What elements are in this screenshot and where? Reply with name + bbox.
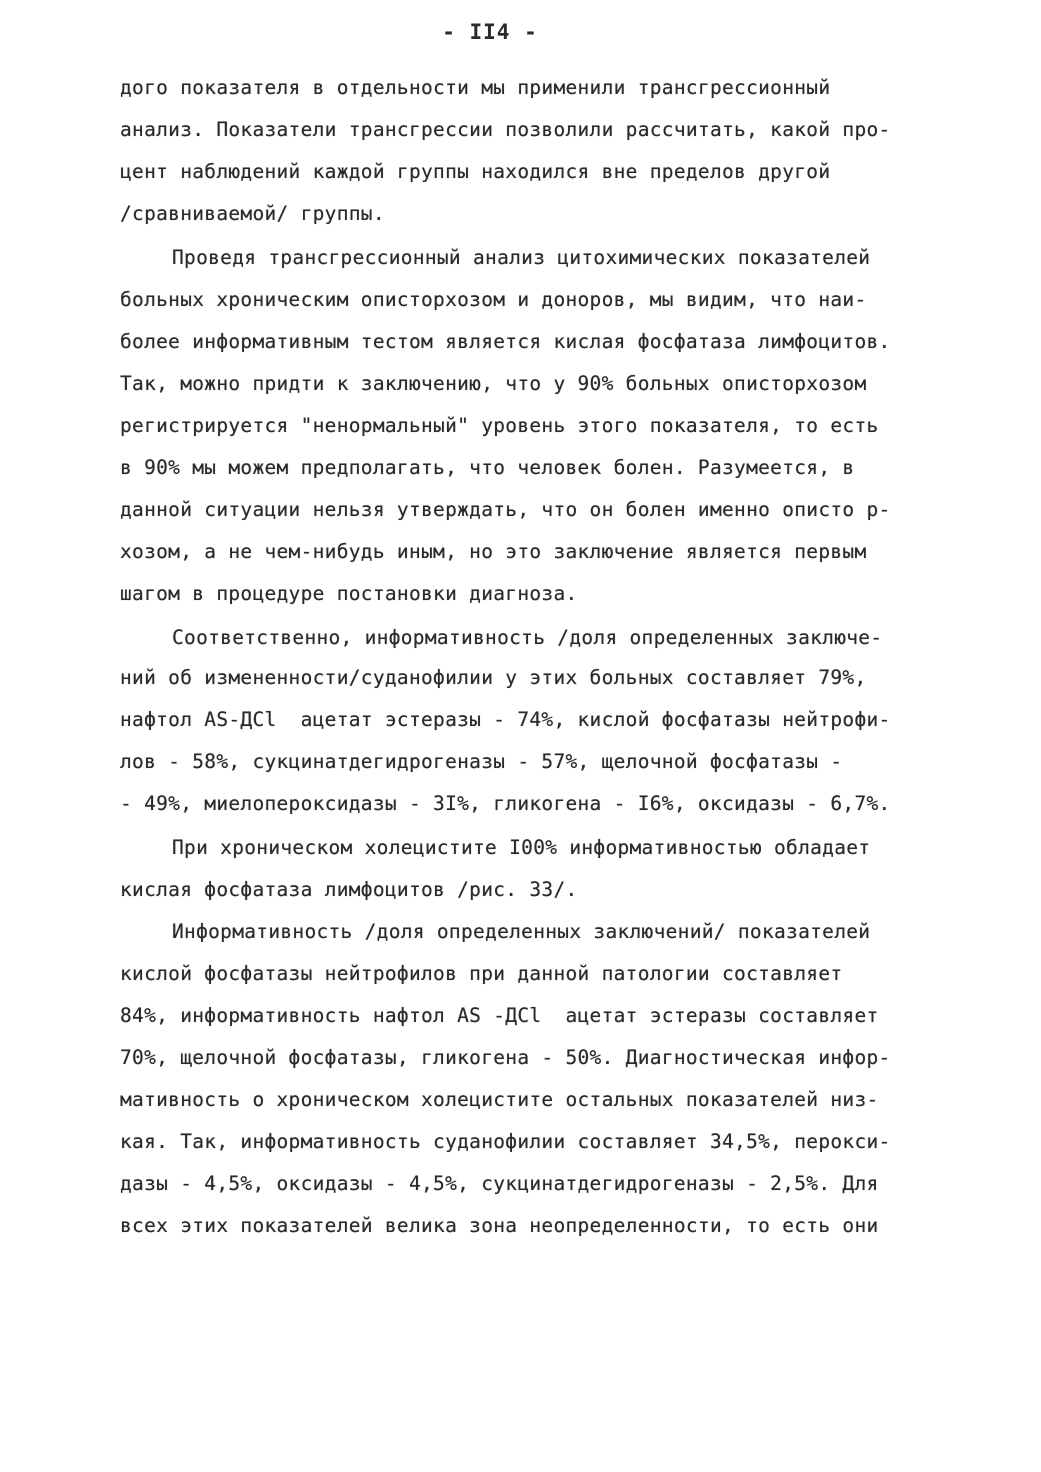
text-line: кислой фосфатазы нейтрофилов при данной патологии составляет xyxy=(120,962,843,985)
text-line: ний об измененности/суданофилии у этих больных составляет 79%, xyxy=(120,666,867,689)
text-line: лов - 58%, сукцинатдегидрогеназы - 57%, щелочной фосфатазы - xyxy=(120,750,843,773)
text-line: более информативным тестом является кислая фосфатаза лимфоцитов. xyxy=(120,330,891,353)
text-line: дазы - 4,5%, оксидазы - 4,5%, сукцинатдегидрогеназы - 2,5%. Для xyxy=(120,1172,879,1195)
text-line: Соответственно, информативность /доля определенных заключе- xyxy=(172,626,883,649)
text-line: 84%, информативность нафтол AS -ДCl ацетат эстеразы составляет xyxy=(120,1004,879,1027)
text-line: нафтол AS-ДCl ацетат эстеразы - 74%, кислой фосфатазы нейтрофи- xyxy=(120,708,891,731)
text-line: всех этих показателей велика зона неопределенности, то есть они xyxy=(120,1214,879,1237)
text-line: дого показателя в отдельности мы применили трансгрессионный xyxy=(120,76,831,99)
text-line: При хроническом холецистите I00% информативностью обладает xyxy=(172,836,871,859)
text-line: Так, можно придти к заключению, что у 90% больных описторхозом xyxy=(120,372,867,395)
text-line: больных хроническим описторхозом и доноров, мы видим, что наи- xyxy=(120,288,867,311)
text-line: кая. Так, информативность суданофилии составляет 34,5%, перокси- xyxy=(120,1130,891,1153)
text-line: - 49%, миелопероксидазы - 3I%, гликогена - I6%, оксидазы - 6,7%. xyxy=(120,792,891,815)
page-number: - II4 - xyxy=(442,20,538,44)
text-line: данной ситуации нельзя утверждать, что он болен именно описто р- xyxy=(120,498,891,521)
text-line: регистрируется "ненормальный" уровень этого показателя, то есть xyxy=(120,414,879,437)
text-line: цент наблюдений каждой группы находился вне пределов другой xyxy=(120,160,831,183)
text-line: шагом в процедуре постановки диагноза. xyxy=(120,582,578,605)
text-line: Проведя трансгрессионный анализ цитохимических показателей xyxy=(172,246,871,269)
text-line: анализ. Показатели трансгрессии позволили рассчитать, какой про- xyxy=(120,118,891,141)
text-line: 70%, щелочной фосфатазы, гликогена - 50%. Диагностическая инфор- xyxy=(120,1046,891,1069)
text-line: хозом, а не чем-нибудь иным, но это заключение является первым xyxy=(120,540,867,563)
text-line: мативность о хроническом холецистите остальных показателей низ- xyxy=(120,1088,879,1111)
text-line: кислая фосфатаза лимфоцитов /рис. 33/. xyxy=(120,878,578,901)
text-line: Информативность /доля определенных заключений/ показателей xyxy=(172,920,871,943)
text-line: в 90% мы можем предполагать, что человек болен. Разумеется, в xyxy=(120,456,855,479)
text-line: /сравниваемой/ группы. xyxy=(120,202,385,225)
